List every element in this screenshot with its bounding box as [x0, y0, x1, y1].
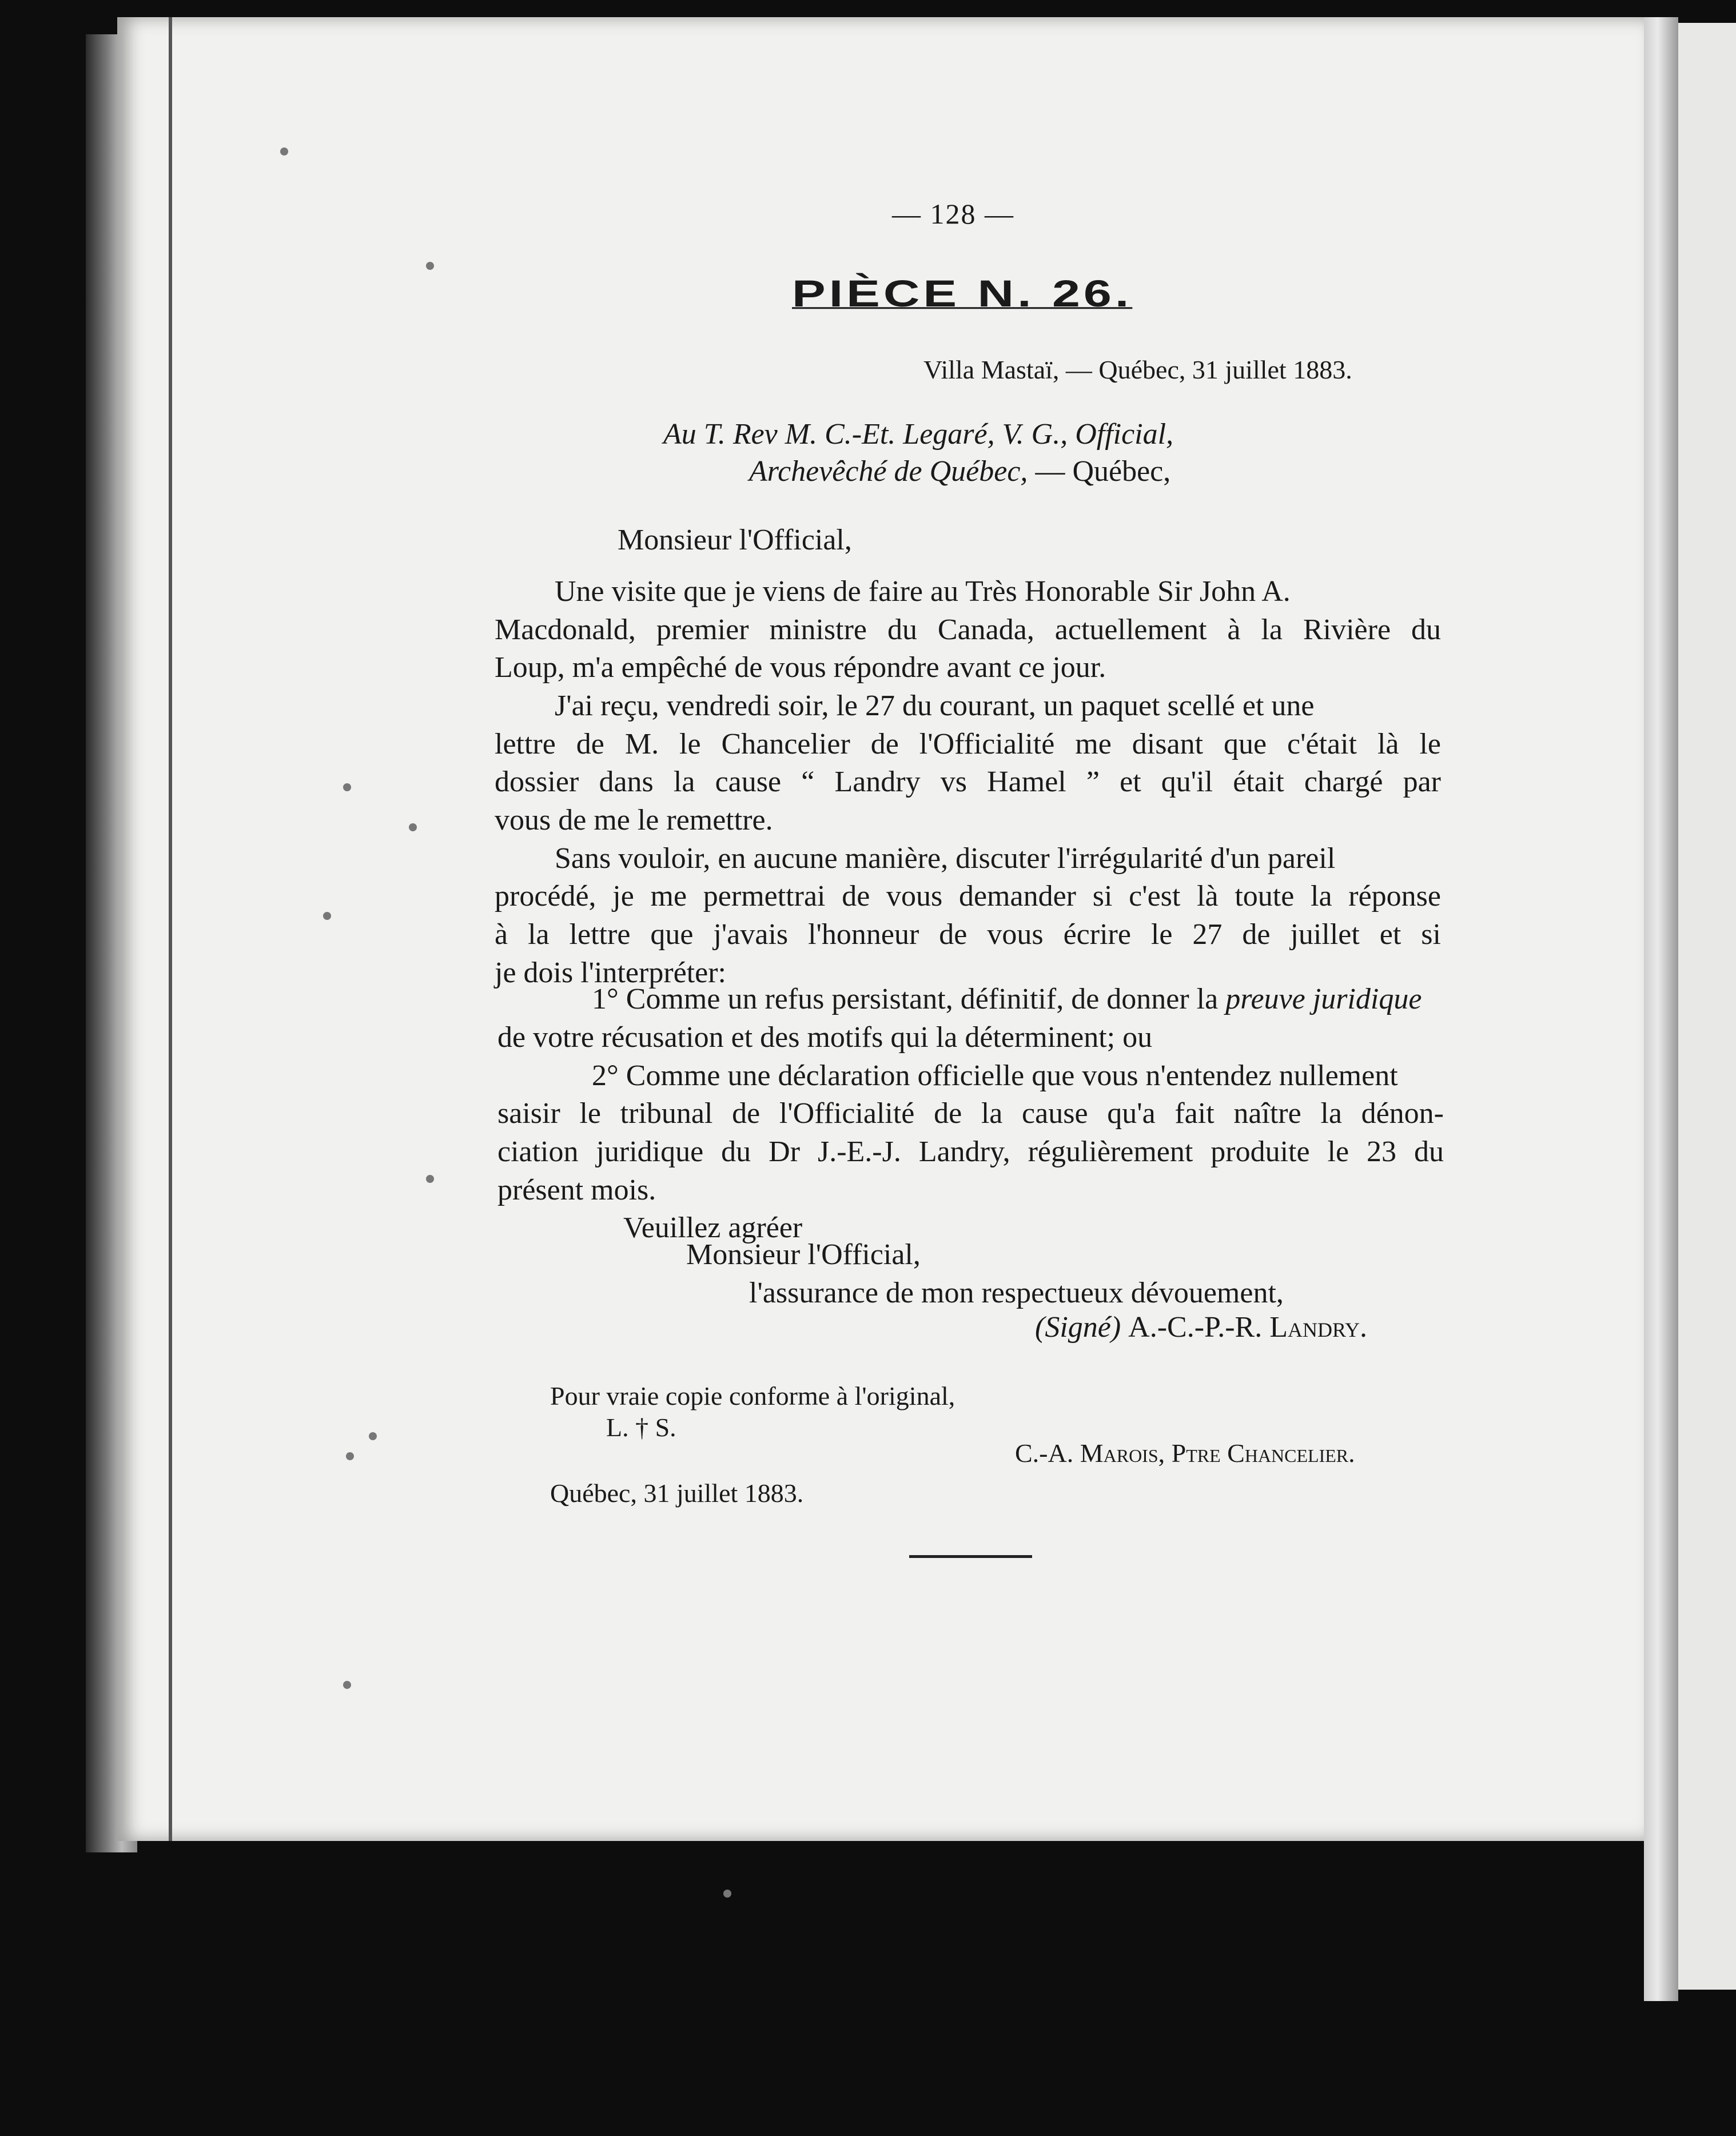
paper-speck — [409, 823, 417, 831]
seal-mark: L. † S. — [606, 1413, 676, 1442]
body-line-9: procédé, je me permettrai de vous demander si c'est là toute la réponse — [495, 880, 1441, 912]
paper-speck — [280, 148, 288, 156]
item-1-emphasis: preuve juridique — [1225, 983, 1422, 1015]
body-line-4: J'ai reçu, vendredi soir, le 27 du courant, un paquet scellé et une — [555, 690, 1315, 722]
paper-speck — [343, 783, 351, 791]
paper-speck — [723, 1890, 731, 1898]
signed-label: (Signé) — [1035, 1311, 1121, 1344]
binding-shadow — [169, 17, 172, 1841]
dateline: Villa Mastaï, — Québec, 31 juillet 1883. — [923, 355, 1352, 384]
page-number: — 128 — — [892, 198, 1014, 230]
paper-speck — [369, 1432, 377, 1440]
body-line-5: lettre de M. le Chancelier de l'Officialité me disant que c'était là le — [495, 728, 1441, 760]
body-line-16: ciation juridique du Dr J.-E.-J. Landry, régulièrement produite le 23 du — [497, 1135, 1444, 1168]
signed-name: A.-C.-P.-R. Landry. — [1128, 1311, 1367, 1344]
paper-speck — [426, 262, 434, 270]
signature-line — [1035, 1310, 1367, 1344]
body-line-12 — [592, 982, 1422, 1016]
body-line-13: de votre récusation et des motifs qui la déterminent; ou — [497, 1021, 1153, 1054]
address-line-1: Au T. Rev M. C.-Et. Legaré, V. G., Official, — [663, 418, 1174, 451]
paper-speck — [426, 1175, 434, 1183]
body-line-1: Une visite que je viens de faire au Très Honorable Sir John A. — [555, 575, 1291, 608]
certification-date: Québec, 31 juillet 1883. — [550, 1479, 804, 1508]
paper-speck — [346, 1452, 354, 1460]
paper-speck — [323, 912, 331, 920]
address-quebec: — Québec, — [1028, 455, 1171, 488]
body-line-7: vous de me le remettre. — [495, 804, 773, 836]
body-line-17: présent mois. — [497, 1174, 656, 1206]
closing-line-3: l'assurance de mon respectueux dévouement, — [749, 1277, 1284, 1309]
document-title: PIÈCE N. 26. — [792, 272, 1133, 314]
chancellor-signature: C.-A. Marois, Ptre Chancelier. — [1015, 1438, 1355, 1468]
body-line-6: dossier dans la cause “ Landry vs Hamel ” et qu'il était chargé par — [495, 766, 1441, 798]
body-line-10: à la lettre que j'avais l'honneur de vous écrire le 27 de juillet et si — [495, 918, 1441, 951]
body-line-3: Loup, m'a empêché de vous répondre avant ce jour. — [495, 651, 1106, 684]
address-archeveche: Archevêché de Québec, — [749, 455, 1028, 488]
body-line-2: Macdonald, premier ministre du Canada, actuellement à la Rivière du — [495, 613, 1441, 646]
closing-rule — [909, 1555, 1032, 1558]
address-line-2 — [749, 455, 1170, 488]
body-line-14: 2° Comme une déclaration officielle que vous n'entendez nullement — [592, 1059, 1398, 1092]
body-line-11: je dois l'interpréter: — [495, 957, 727, 989]
paper-speck — [343, 1681, 351, 1689]
body-line-15: saisir le tribunal de l'Officialité de la cause qu'a fait naître la dénon- — [497, 1097, 1444, 1130]
closing-line-2: Monsieur l'Official, — [686, 1238, 921, 1271]
closing-line-1: Veuillez agréer — [623, 1212, 803, 1244]
item-1-text: 1° Comme un refus persistant, définitif, de donner la — [592, 983, 1219, 1015]
salutation: Monsieur l'Official, — [618, 524, 852, 556]
page-stack-edge — [1644, 17, 1678, 2001]
certification-line: Pour vraie copie conforme à l'original, — [550, 1381, 955, 1410]
adjacent-page — [1678, 23, 1736, 1990]
body-line-8: Sans vouloir, en aucune manière, discuter l'irrégularité d'un pareil — [555, 842, 1336, 875]
